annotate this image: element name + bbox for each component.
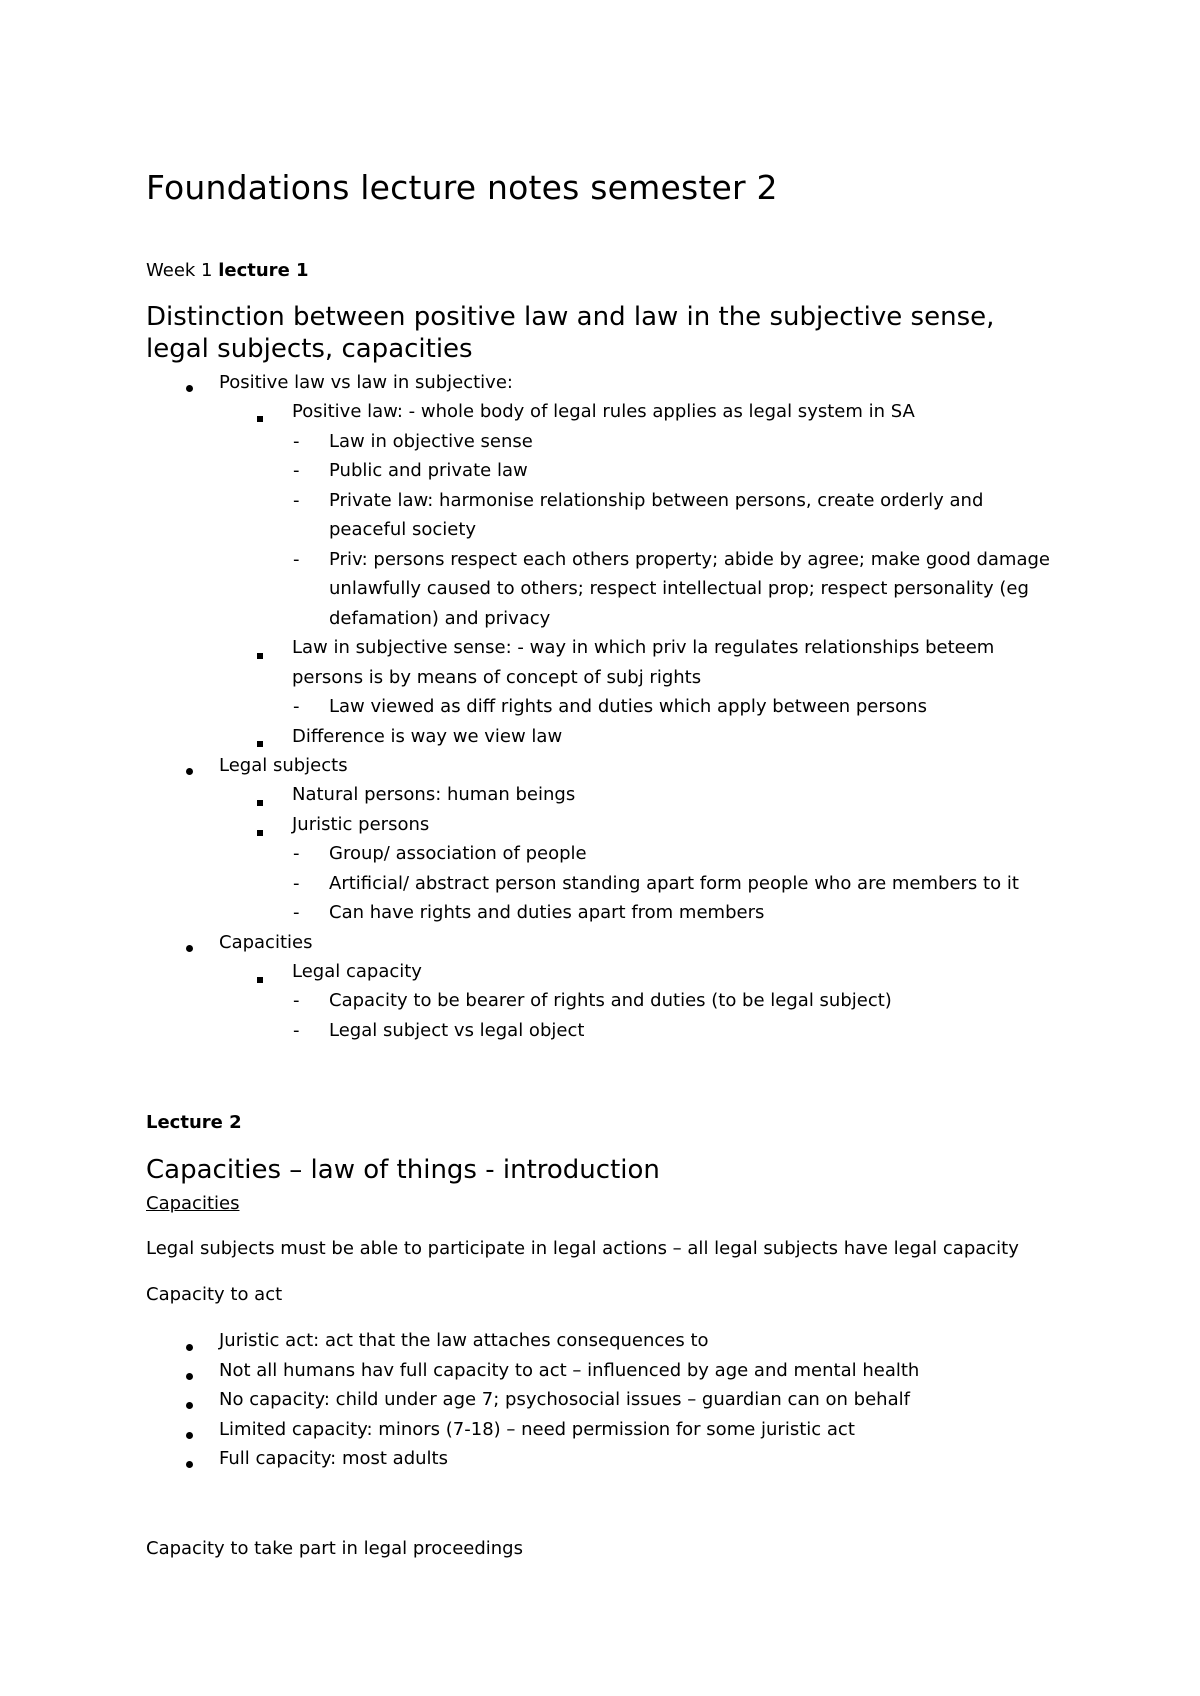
list-item-continued: unlawfully caused to others; respect intellectual prop; respect personality (eg — [329, 578, 1029, 599]
dash-marker: - — [293, 549, 300, 570]
round-bullet-icon — [186, 936, 193, 957]
square-bullet-icon — [257, 406, 263, 427]
list-item: Juristic act: act that the law attaches consequences to — [219, 1330, 709, 1351]
section1-heading-line1: Distinction between positive law and law in the subjective sense, — [146, 302, 995, 332]
document-title: Foundations lecture notes semester 2 — [146, 168, 778, 207]
paragraph: Legal subjects must be able to participate in legal actions – all legal subjects have legal capacity — [146, 1238, 1019, 1259]
dash-marker: - — [293, 843, 300, 864]
week-lecture: lecture 1 — [218, 260, 309, 281]
round-bullet-icon — [186, 1364, 193, 1385]
list-item-continued: defamation) and privacy — [329, 608, 551, 629]
dash-marker: - — [293, 431, 300, 452]
section1-heading-line2: legal subjects, capacities — [146, 334, 473, 364]
lecture2-label: Lecture 2 — [146, 1112, 242, 1133]
dash-marker: - — [293, 873, 300, 894]
section2-heading: Capacities – law of things - introduction — [146, 1155, 660, 1185]
list-item: Artificial/ abstract person standing apart form people who are members to it — [329, 873, 1019, 894]
list-item: Public and private law — [329, 460, 528, 481]
square-bullet-icon — [257, 820, 263, 841]
square-bullet-icon — [257, 967, 263, 988]
round-bullet-icon — [186, 376, 193, 397]
list-item: Not all humans hav full capacity to act – influenced by age and mental health — [219, 1360, 920, 1381]
capacity-to-act-label: Capacity to act — [146, 1284, 283, 1305]
square-bullet-icon — [257, 643, 263, 664]
list-item: Can have rights and duties apart from members — [329, 902, 765, 923]
list-item: Law in objective sense — [329, 431, 533, 452]
dash-marker: - — [293, 490, 300, 511]
list-item: Difference is way we view law — [292, 726, 563, 747]
square-bullet-icon — [257, 731, 263, 752]
list-item: Juristic persons — [292, 814, 430, 835]
list-item: Group/ association of people — [329, 843, 587, 864]
list-item: Positive law vs law in subjective: — [219, 372, 513, 393]
list-item: Capacity to be bearer of rights and duties (to be legal subject) — [329, 990, 892, 1011]
list-item-continued: persons is by means of concept of subj rights — [292, 667, 702, 688]
round-bullet-icon — [186, 1423, 193, 1444]
dash-marker: - — [293, 902, 300, 923]
list-item: Priv: persons respect each others property; abide by agree; make good damage — [329, 549, 1050, 570]
list-item: Legal subjects — [219, 755, 348, 776]
week-prefix: Week 1 — [146, 260, 219, 281]
list-item: No capacity: child under age 7; psychosocial issues – guardian can on behalf — [219, 1389, 910, 1410]
list-item: Legal subject vs legal object — [329, 1020, 585, 1041]
dash-marker: - — [293, 990, 300, 1011]
list-item: Full capacity: most adults — [219, 1448, 448, 1469]
list-item: Law viewed as diff rights and duties which apply between persons — [329, 696, 927, 717]
round-bullet-icon — [186, 1452, 193, 1473]
list-item: Positive law: - whole body of legal rules applies as legal system in SA — [292, 401, 915, 422]
dash-marker: - — [293, 696, 300, 717]
list-item: Natural persons: human beings — [292, 784, 576, 805]
dash-marker: - — [293, 460, 300, 481]
dash-marker: - — [293, 1020, 300, 1041]
list-item: Private law: harmonise relationship between persons, create orderly and — [329, 490, 984, 511]
list-item-continued: peaceful society — [329, 519, 477, 540]
list-item: Capacities — [219, 932, 313, 953]
list-item: Legal capacity — [292, 961, 422, 982]
week-label — [146, 260, 309, 281]
capacity-proceedings-label: Capacity to take part in legal proceedings — [146, 1538, 523, 1559]
round-bullet-icon — [186, 1335, 193, 1356]
capacities-subheading: Capacities — [146, 1193, 240, 1214]
round-bullet-icon — [186, 759, 193, 780]
square-bullet-icon — [257, 790, 263, 811]
list-item: Limited capacity: minors (7-18) – need permission for some juristic act — [219, 1419, 855, 1440]
list-item: Law in subjective sense: - way in which priv la regulates relationships beteem — [292, 637, 995, 658]
round-bullet-icon — [186, 1393, 193, 1414]
